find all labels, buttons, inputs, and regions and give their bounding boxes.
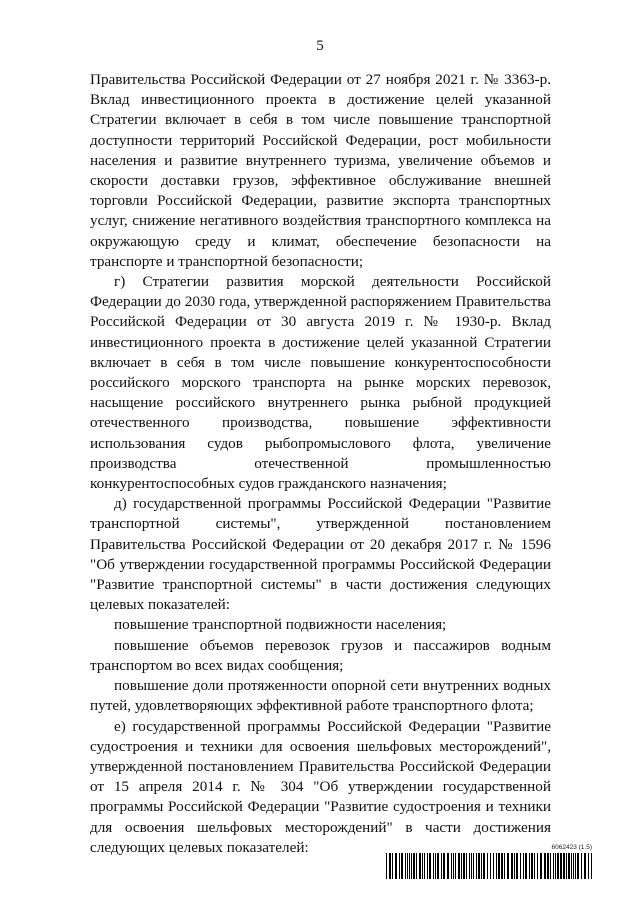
document-body: [90, 70, 551, 858]
paragraph-6: повышение доли протяженности опорной сети внутренних водных путей, удовлетворяющих эффективной работе транспортного флота;: [90, 677, 551, 715]
barcode-icon: [386, 853, 592, 879]
barcode-block: [386, 844, 592, 880]
paragraph-7: е) государственной программы Российской Федерации "Развитие судостроения и техники для освоения шельфовых месторождений", утвержденной постановлением Правительства Российской Федерации от 15 апреля 2014 г. № 304 "Об утверждении государственной программы Российской Федерации "Развитие судостроения и техники для освоения шельфовых месторождений" в части достижения следующих целевых показателей:: [90, 717, 551, 856]
barcode-caption: 6062423 (1.5): [551, 844, 592, 851]
paragraph-2: г) Стратегии развития морской деятельности Российской Федерации до 2030 года, утвержденной распоряжением Правительства Российской Федерации от 30 августа 2019 г. № 1930-р. Вклад инвестиционного проекта в достижение целей указанной Стратегии включает в себя в том числе повышение конкурентоспособности российского морского транспорта на рынке морских перевозок, насыщение российского внутреннего рынка рыбной продукцией отечественного производства, повышение эффективности использования судов рыбопромыслового флота, увеличение производства отечественной промышленностью конкурентоспособных судов гражданского назначения;: [90, 273, 551, 493]
paragraph-4: повышение транспортной подвижности населения;: [114, 616, 447, 634]
paragraph-3: д) государственной программы Российской Федерации "Развитие транспортной системы", утвержденной постановлением Правительства Российской Федерации от 20 декабря 2017 г. № 1596 "Об утверждении государственной программы Российской Федерации "Развитие транспортной системы" в части достижения следующих целевых показателей:: [90, 495, 551, 614]
paragraph-5: повышение объемов перевозок грузов и пассажиров водным транспортом во всех видах сообщения;: [90, 636, 551, 674]
paragraph-1: Правительства Российской Федерации от 27 ноября 2021 г. № 3363-р. Вклад инвестиционного проекта в достижение целей указанной Стратегии включает в себя в том числе повышение транспортной доступности территорий Российской Федерации, рост мобильности населения и развитие внутреннего туризма, увеличение объемов и скорости доставки грузов, эффективное обслуживание внешней торговли Российской Федерации, развитие экспорта транспортных услуг, снижение негативного воздействия транспортного комплекса на окружающую среду и климат, обеспечение безопасности на транспорте и транспортной безопасности;: [90, 71, 551, 270]
page-number: 5: [316, 38, 324, 54]
